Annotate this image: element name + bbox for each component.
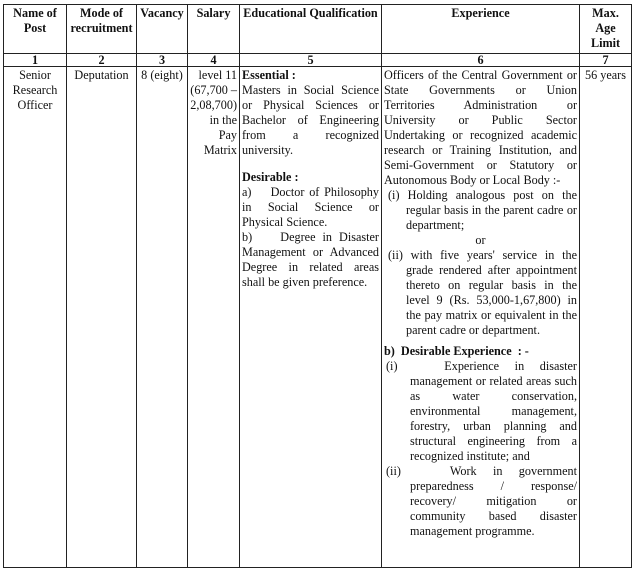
- experience-item-ii: (ii) with five years' service in the grade rendered after appointment thereto on regular basis in the level 9 (Rs. 53,000-1,67,800) in the pay matrix or equivalent in the parent cadre or department.: [388, 248, 577, 337]
- column-number: 5: [240, 54, 382, 67]
- column-number: 7: [580, 54, 632, 67]
- header-salary: Salary: [188, 5, 240, 54]
- header-row: [4, 5, 632, 54]
- column-number: 3: [137, 54, 188, 67]
- experience-or: or: [475, 233, 486, 247]
- desirable-experience-item-i: (i) Experience in disaster management or related areas such as water conservation, environmental management, forestry, urban planning and structural engineering from a recognized institute; and: [386, 359, 577, 463]
- table-row: [4, 67, 632, 568]
- desirable-item-a: a) Doctor of Philosophy in Social Science or Physical Science.: [242, 185, 379, 229]
- column-number-row: [4, 54, 632, 67]
- column-number: 4: [188, 54, 240, 67]
- essential-text: Masters in Social Science or Physical Sciences or Bachelor of Engineering from a recognized university.: [242, 83, 379, 157]
- desirable-experience-item-ii: (ii) Work in government preparedness / response/ recovery/ mitigation or community based disaster management programme.: [386, 464, 577, 538]
- experience-item-i: (i) Holding analogous post on the regular basis in the parent cadre or department;: [388, 188, 577, 232]
- header-mode-of-recruitment: Mode of recruitment: [67, 5, 137, 54]
- column-number: 6: [382, 54, 580, 67]
- max-age-cell: 56 years: [580, 67, 632, 568]
- essential-heading: Essential :: [242, 68, 296, 82]
- post-name-cell: Senior Research Officer: [4, 67, 67, 568]
- experience-intro: Officers of the Central Government or State Governments or Union Territories Administration or University or Public Sector Undertaking or recognized academic research or Training Institution, and Semi-Government or Statutory or Autonomous Body or Local Body :-: [384, 68, 577, 187]
- desirable-heading: Desirable :: [242, 170, 299, 184]
- desirable-experience-heading: b) Desirable Experience : -: [384, 344, 529, 358]
- experience-cell: [382, 67, 580, 568]
- desirable-item-b: b) Degree in Disaster Management or Advanced Degree in related areas shall be given preference.: [242, 230, 379, 289]
- column-number: 1: [4, 54, 67, 67]
- header-name-of-post: Name of Post: [4, 5, 67, 54]
- recruitment-rules-table: [3, 4, 632, 568]
- mode-cell: Deputation: [67, 67, 137, 568]
- header-educational-qualification: Educational Qualification: [240, 5, 382, 54]
- header-vacancy: Vacancy: [137, 5, 188, 54]
- column-number: 2: [67, 54, 137, 67]
- education-cell: [240, 67, 382, 568]
- salary-cell: level 11 (67,700 – 2,08,700) in the Pay Matrix: [188, 67, 240, 568]
- header-experience: Experience: [382, 5, 580, 54]
- header-max-age-limit: Max. Age Limit: [580, 5, 632, 54]
- vacancy-cell: 8 (eight): [137, 67, 188, 568]
